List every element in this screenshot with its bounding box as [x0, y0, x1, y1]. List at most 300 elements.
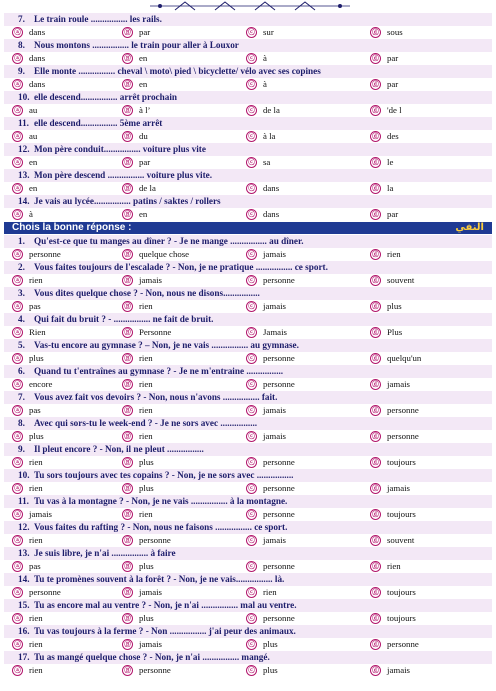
answer-option[interactable]	[370, 404, 419, 417]
question-text: Tu te promènes souvent à la forêt ? - Non, je ne vais................ là.	[34, 574, 285, 584]
question-number: 2.	[18, 262, 25, 272]
option-letter-icon: ⓐ	[12, 79, 23, 90]
question-text: Je vais au lycée................ patins / saktes / rollers	[34, 196, 221, 206]
answer-option[interactable]	[12, 52, 45, 65]
question-number: 11.	[18, 118, 29, 128]
option-letter-icon: ⓒ	[246, 183, 257, 194]
answer-option[interactable]	[246, 430, 286, 443]
answer-option[interactable]	[122, 156, 150, 169]
answer-option[interactable]	[12, 130, 37, 143]
answer-options	[4, 156, 492, 169]
option-text: jamais	[263, 301, 286, 311]
option-text: jamais	[139, 639, 162, 649]
question-number: 3.	[18, 288, 25, 298]
answer-option[interactable]	[12, 586, 61, 599]
option-text: rien	[29, 613, 43, 623]
option-letter-icon: ⓐ	[12, 327, 23, 338]
option-text: au	[29, 105, 38, 115]
question-text: Tu as mangé quelque chose ? - Non, je n'ai ................ mangé.	[34, 652, 270, 662]
option-letter-icon: Ⓑ	[122, 613, 133, 624]
answer-option[interactable]	[246, 208, 279, 221]
option-text: plus	[139, 613, 154, 623]
answer-option[interactable]	[12, 430, 44, 443]
option-text: personne	[263, 457, 295, 467]
answer-option[interactable]	[12, 404, 41, 417]
answer-options	[4, 208, 492, 221]
answer-option[interactable]	[246, 248, 286, 261]
option-text: de la	[263, 105, 280, 115]
option-text: toujours	[387, 509, 416, 519]
option-letter-icon: ⓐ	[12, 561, 23, 572]
question-number: 6.	[18, 366, 25, 376]
option-letter-icon: ⓒ	[246, 509, 257, 520]
option-text: plus	[139, 457, 154, 467]
question-text: Vous faites toujours de l'escalade ? - Non, je ne pratique ................ ce sport.	[34, 262, 328, 272]
option-text: pas	[29, 301, 41, 311]
option-text: rien	[139, 509, 153, 519]
option-letter-icon: ⓐ	[12, 353, 23, 364]
option-text: personne	[263, 483, 295, 493]
answer-option[interactable]	[122, 664, 171, 677]
question	[4, 143, 492, 156]
option-letter-icon: ⓓ	[370, 249, 381, 260]
option-letter-icon: ⓒ	[246, 353, 257, 364]
answer-option[interactable]	[370, 130, 399, 143]
option-text: toujours	[387, 457, 416, 467]
answer-option[interactable]	[246, 300, 286, 313]
answer-option[interactable]	[12, 300, 41, 313]
answer-option[interactable]	[246, 182, 279, 195]
answer-option[interactable]	[246, 78, 267, 91]
option-text: quelque chose	[139, 249, 190, 259]
option-text: en	[29, 157, 38, 167]
option-letter-icon: ⓓ	[370, 405, 381, 416]
answer-option[interactable]	[12, 208, 33, 221]
option-text: jamais	[263, 249, 286, 259]
option-text: dans	[29, 53, 46, 63]
answer-option[interactable]	[12, 182, 37, 195]
option-letter-icon: ⓐ	[12, 27, 23, 38]
answer-option[interactable]	[12, 560, 41, 573]
question-text: Mon père conduit................ voiture plus vite	[34, 144, 206, 154]
option-letter-icon: Ⓑ	[122, 131, 133, 142]
answer-option[interactable]	[370, 638, 419, 651]
option-letter-icon: ⓒ	[246, 379, 257, 390]
answer-option[interactable]	[370, 300, 402, 313]
answer-option[interactable]	[370, 586, 416, 599]
option-letter-icon: Ⓑ	[122, 105, 133, 116]
option-text: plus	[139, 483, 154, 493]
option-text: personne	[139, 535, 171, 545]
question	[4, 443, 492, 456]
option-letter-icon: ⓒ	[246, 157, 257, 168]
option-text: Jamais	[263, 327, 287, 337]
option-text: personne	[263, 379, 295, 389]
option-letter-icon: ⓒ	[246, 27, 257, 38]
option-letter-icon: Ⓑ	[122, 431, 133, 442]
option-letter-icon: ⓒ	[246, 431, 257, 442]
option-letter-icon: Ⓑ	[122, 561, 133, 572]
answer-option[interactable]	[122, 182, 156, 195]
answer-option[interactable]	[12, 104, 37, 117]
question	[4, 39, 492, 52]
option-letter-icon: ⓓ	[370, 209, 381, 220]
option-letter-icon: ⓓ	[370, 639, 381, 650]
question-number: 12.	[18, 522, 30, 532]
answer-option[interactable]	[122, 52, 147, 65]
question	[4, 495, 492, 508]
option-letter-icon: ⓓ	[370, 561, 381, 572]
answer-options	[4, 352, 492, 365]
answer-option[interactable]	[12, 534, 43, 547]
option-letter-icon: ⓒ	[246, 639, 257, 650]
answer-options	[4, 248, 492, 261]
option-text: personne	[387, 431, 419, 441]
option-text: au	[29, 131, 38, 141]
question-number: 8.	[18, 40, 25, 50]
option-text: rien	[263, 587, 277, 597]
option-letter-icon: ⓐ	[12, 209, 23, 220]
answer-option[interactable]	[12, 482, 43, 495]
option-letter-icon: Ⓑ	[122, 327, 133, 338]
option-letter-icon: ⓒ	[246, 249, 257, 260]
answer-option[interactable]	[370, 560, 401, 573]
option-text: quelqu'un	[387, 353, 422, 363]
answer-options	[4, 612, 492, 625]
answer-option[interactable]	[122, 534, 171, 547]
option-text: personne	[263, 561, 295, 571]
answer-option[interactable]	[12, 156, 37, 169]
question-number: 11.	[18, 496, 29, 506]
question-text: Je suis libre, je n'ai ................ à faire	[34, 548, 176, 558]
option-text: personne	[29, 249, 61, 259]
option-text: sur	[263, 27, 274, 37]
answer-option[interactable]	[122, 430, 153, 443]
option-text: rien	[29, 639, 43, 649]
question-number: 8.	[18, 418, 25, 428]
option-letter-icon: Ⓑ	[122, 665, 133, 676]
question-text: Qui fait du bruit ? - ................ ne fait de bruit.	[34, 314, 214, 324]
answer-option[interactable]	[122, 104, 150, 117]
question-number: 16.	[18, 626, 30, 636]
option-text: plus	[387, 301, 402, 311]
answer-options	[4, 300, 492, 313]
answer-option[interactable]	[122, 352, 153, 365]
answer-option[interactable]	[122, 326, 171, 339]
question	[4, 651, 492, 664]
option-letter-icon: ⓐ	[12, 535, 23, 546]
option-letter-icon: Ⓑ	[122, 535, 133, 546]
option-letter-icon: Ⓑ	[122, 509, 133, 520]
option-text: pas	[29, 561, 41, 571]
option-letter-icon: ⓒ	[246, 457, 257, 468]
question	[4, 365, 492, 378]
question	[4, 117, 492, 130]
option-text: plus	[29, 353, 44, 363]
answer-option[interactable]	[122, 130, 148, 143]
option-text: à	[263, 53, 267, 63]
question-text: Le train roule ................ les rails.	[34, 14, 162, 24]
answer-options	[4, 274, 492, 287]
answer-option[interactable]	[12, 352, 44, 365]
option-text: à l’	[139, 105, 151, 115]
answer-option[interactable]	[370, 326, 402, 339]
option-letter-icon: ⓓ	[370, 79, 381, 90]
question	[4, 469, 492, 482]
answer-option[interactable]	[12, 326, 46, 339]
question-number: 5.	[18, 340, 25, 350]
question-text: Vous faites du rafting ? - Non, nous ne faisons ................ ce sport.	[34, 522, 288, 532]
option-letter-icon: ⓐ	[12, 665, 23, 676]
answer-option[interactable]	[122, 26, 150, 39]
answer-option[interactable]	[122, 208, 147, 221]
answer-option[interactable]	[122, 560, 154, 573]
option-letter-icon: ⓐ	[12, 431, 23, 442]
option-letter-icon: Ⓑ	[122, 379, 133, 390]
option-text: par	[139, 27, 151, 37]
option-letter-icon: ⓐ	[12, 157, 23, 168]
question-number: 10.	[18, 92, 30, 102]
option-text: Plus	[387, 327, 403, 337]
option-letter-icon: ⓒ	[246, 131, 257, 142]
answer-options	[4, 638, 492, 651]
answer-option[interactable]	[12, 378, 52, 391]
answer-option[interactable]	[12, 274, 43, 287]
option-letter-icon: Ⓑ	[122, 79, 133, 90]
option-text: en	[139, 53, 148, 63]
answer-option[interactable]	[246, 130, 275, 143]
answer-option[interactable]	[122, 378, 153, 391]
option-text: rien	[139, 379, 153, 389]
answer-option[interactable]	[12, 508, 52, 521]
answer-option[interactable]	[370, 352, 421, 365]
option-text: jamais	[139, 587, 162, 597]
answer-option[interactable]	[370, 104, 402, 117]
answer-option[interactable]	[370, 248, 401, 261]
option-text: pas	[29, 405, 41, 415]
option-text: dans	[29, 27, 46, 37]
option-letter-icon: Ⓑ	[122, 53, 133, 64]
option-text: rien	[139, 405, 153, 415]
answer-option[interactable]	[246, 586, 277, 599]
answer-option[interactable]	[122, 638, 162, 651]
option-letter-icon: ⓓ	[370, 665, 381, 676]
answer-options	[4, 534, 492, 547]
option-letter-icon: ⓒ	[246, 561, 257, 572]
question	[4, 313, 492, 326]
answer-options	[4, 326, 492, 339]
option-text: jamais	[263, 431, 286, 441]
question-text: Tu as encore mal au ventre ? - Non, je n'ai ................ mal au ventre.	[34, 600, 297, 610]
question	[4, 391, 492, 404]
answer-option[interactable]	[246, 274, 295, 287]
answer-option[interactable]	[246, 378, 295, 391]
answer-option[interactable]	[122, 300, 153, 313]
answer-option[interactable]	[370, 182, 393, 195]
option-text: personne	[139, 665, 171, 675]
banner-title: Chois la bonne réponse :	[12, 222, 132, 233]
answer-option[interactable]	[370, 664, 410, 677]
option-text: par	[387, 209, 399, 219]
option-letter-icon: ⓓ	[370, 457, 381, 468]
option-text: souvent	[387, 535, 415, 545]
option-text: rien	[387, 249, 401, 259]
question-number: 17.	[18, 652, 30, 662]
answer-option[interactable]	[12, 248, 61, 261]
question	[4, 235, 492, 248]
option-text: rien	[387, 561, 401, 571]
answer-option[interactable]	[370, 208, 398, 221]
option-letter-icon: ⓒ	[246, 405, 257, 416]
answer-option[interactable]	[246, 560, 295, 573]
answer-option[interactable]	[246, 352, 295, 365]
answer-option[interactable]	[12, 26, 45, 39]
answer-option[interactable]	[370, 456, 416, 469]
option-text: par	[387, 79, 399, 89]
option-text: jamais	[387, 483, 410, 493]
question-number: 9.	[18, 444, 25, 454]
option-letter-icon: ⓓ	[370, 327, 381, 338]
question	[4, 195, 492, 208]
option-letter-icon: ⓐ	[12, 405, 23, 416]
option-text: jamais	[29, 509, 52, 519]
answer-option[interactable]	[122, 274, 162, 287]
option-letter-icon: ⓐ	[12, 183, 23, 194]
question-text: Qu'est-ce que tu manges au dîner ? - Je ne mange ................ au dîner.	[34, 236, 304, 246]
answer-option[interactable]	[246, 638, 278, 651]
question-text: Tu vas toujours à la ferme ? - Non ................ j'ai peur des animaux.	[34, 626, 296, 636]
option-text: souvent	[387, 275, 415, 285]
question-text: Nous montons ................ le train pour aller à Louxor	[34, 40, 239, 50]
answer-option[interactable]	[370, 534, 414, 547]
option-letter-icon: ⓓ	[370, 301, 381, 312]
answer-option[interactable]	[370, 78, 398, 91]
answer-option[interactable]	[246, 508, 295, 521]
option-text: des	[387, 131, 399, 141]
question-text: Elle monte ................ cheval \ moto\ pied \ bicyclette/ vélo avec ses copines	[34, 66, 321, 76]
answer-option[interactable]	[246, 612, 295, 625]
option-letter-icon: ⓐ	[12, 105, 23, 116]
question-text: Tu sors toujours avec tes copains ? - Non, je ne sors avec ................	[34, 470, 294, 480]
answer-option[interactable]	[122, 404, 153, 417]
answer-option[interactable]	[370, 274, 414, 287]
section-prepositions	[4, 13, 492, 221]
option-text: 'de l	[387, 105, 402, 115]
option-letter-icon: ⓐ	[12, 483, 23, 494]
answer-option[interactable]	[370, 52, 398, 65]
option-letter-icon: ⓒ	[246, 209, 257, 220]
answer-option[interactable]	[370, 482, 410, 495]
option-text: en	[139, 79, 148, 89]
answer-option[interactable]	[246, 404, 286, 417]
answer-option[interactable]	[12, 78, 45, 91]
option-text: le	[387, 157, 394, 167]
option-letter-icon: Ⓑ	[122, 249, 133, 260]
option-text: dans	[263, 209, 280, 219]
option-text: du	[139, 131, 148, 141]
answer-option[interactable]	[122, 586, 162, 599]
option-text: personne	[387, 639, 419, 649]
answer-option[interactable]	[12, 664, 43, 677]
question-text: Vas-tu encore au gymnase ? – Non, je ne vais ................ au gymnase.	[34, 340, 299, 350]
question	[4, 339, 492, 352]
option-letter-icon: Ⓑ	[122, 353, 133, 364]
option-text: par	[387, 53, 399, 63]
answer-options	[4, 430, 492, 443]
answer-options	[4, 560, 492, 573]
option-letter-icon: ⓐ	[12, 509, 23, 520]
option-text: par	[139, 157, 151, 167]
answer-options	[4, 508, 492, 521]
answer-option[interactable]	[370, 430, 419, 443]
question-text: elle descend................ arrêt prochain	[34, 92, 177, 102]
option-letter-icon: ⓒ	[246, 483, 257, 494]
option-letter-icon: Ⓑ	[122, 457, 133, 468]
answer-option[interactable]	[246, 456, 295, 469]
option-text: plus	[139, 561, 154, 571]
answer-option[interactable]	[122, 456, 154, 469]
option-text: jamais	[139, 275, 162, 285]
option-letter-icon: ⓓ	[370, 353, 381, 364]
option-letter-icon: ⓐ	[12, 275, 23, 286]
answer-option[interactable]	[122, 248, 189, 261]
option-letter-icon: ⓓ	[370, 131, 381, 142]
answer-option[interactable]	[246, 156, 270, 169]
answer-option[interactable]	[370, 378, 410, 391]
answer-option[interactable]	[246, 534, 286, 547]
question-number: 15.	[18, 600, 30, 610]
option-letter-icon: ⓒ	[246, 105, 257, 116]
option-letter-icon: ⓒ	[246, 301, 257, 312]
option-letter-icon: ⓐ	[12, 301, 23, 312]
answer-option[interactable]	[246, 326, 287, 339]
option-text: Personne	[139, 327, 172, 337]
answer-option[interactable]	[122, 508, 153, 521]
question-number: 4.	[18, 314, 25, 324]
option-letter-icon: ⓓ	[370, 431, 381, 442]
answer-options	[4, 664, 492, 677]
answer-option[interactable]	[370, 156, 393, 169]
answer-option[interactable]	[246, 104, 280, 117]
question-number: 1.	[18, 236, 25, 246]
option-text: Rien	[29, 327, 46, 337]
question	[4, 625, 492, 638]
option-text: jamais	[387, 665, 410, 675]
answer-options	[4, 130, 492, 143]
answer-option[interactable]	[246, 664, 278, 677]
answer-option[interactable]	[12, 456, 43, 469]
answer-option[interactable]	[122, 482, 154, 495]
answer-option[interactable]	[122, 78, 147, 91]
answer-option[interactable]	[370, 508, 416, 521]
option-text: rien	[139, 353, 153, 363]
answer-option[interactable]	[12, 638, 43, 651]
answer-option[interactable]	[12, 612, 43, 625]
answer-option[interactable]	[122, 612, 154, 625]
answer-option[interactable]	[246, 52, 267, 65]
section-banner	[4, 222, 492, 234]
answer-option[interactable]	[370, 26, 403, 39]
option-letter-icon: ⓓ	[370, 105, 381, 116]
option-letter-icon: ⓒ	[246, 327, 257, 338]
question	[4, 521, 492, 534]
option-text: jamais	[387, 379, 410, 389]
answer-option[interactable]	[246, 482, 295, 495]
option-letter-icon: ⓐ	[12, 613, 23, 624]
answer-option[interactable]	[246, 26, 274, 39]
option-letter-icon: ⓓ	[370, 379, 381, 390]
answer-option[interactable]	[370, 612, 416, 625]
